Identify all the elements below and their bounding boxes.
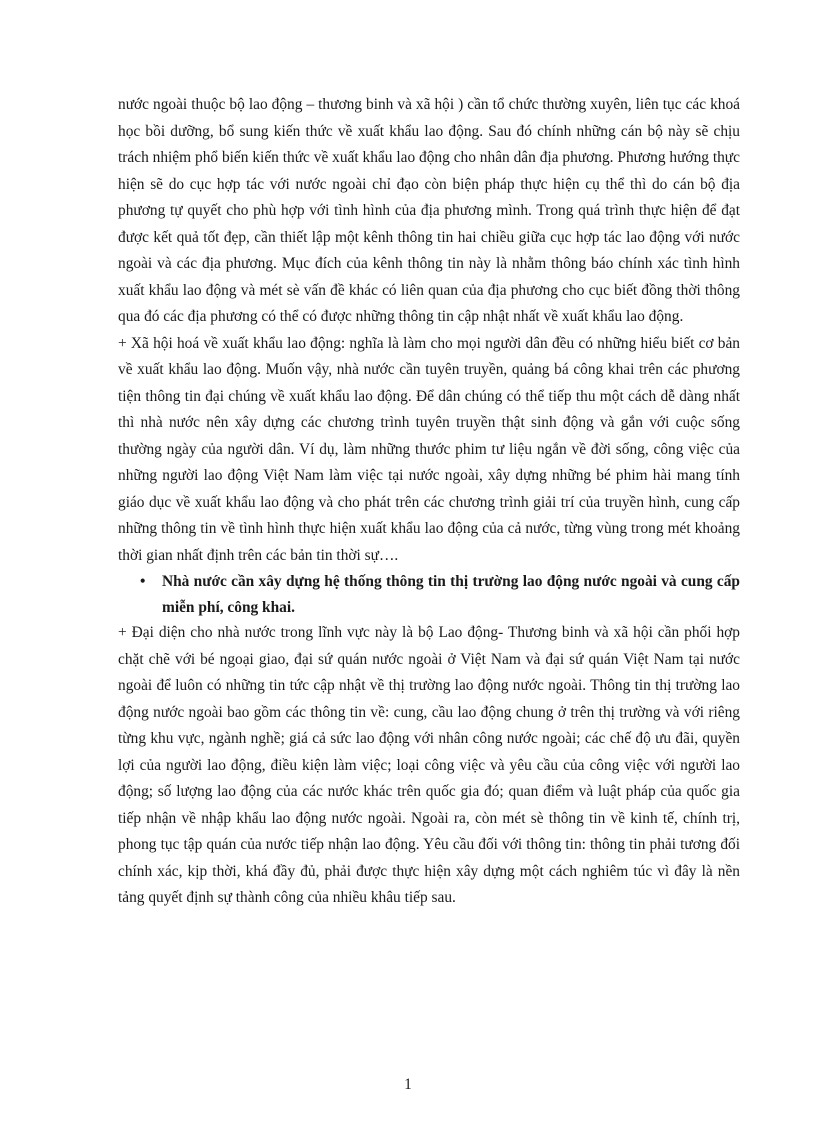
document-body [118,92,740,912]
body-paragraph-3: + Đại diện cho nhà nước trong lĩnh vực này là bộ Lao động- Thương binh và xã hội cần phối hợp chặt chẽ với bé ngoại giao, đại sứ quán nước ngoài ở Việt Nam và đại sứ quán Việt Nam tại nước ngoài để luôn có những tin tức cập nhật về thị trường lao động nước ngoài. Thông tin thị trường lao động nước ngoài bao gồm các thông tin về: cung, cầu lao động chung ở trên thị trường và với riêng từng khu vực, ngành nghề; giá cả sức lao động với nhân công nước ngoài; các chế độ ưu đãi, quyền lợi của người lao động, điều kiện làm việc; loại công việc và yêu cầu của công việc với người lao động; số lượng lao động của các nước khác trên quốc gia đó; quan điểm và luật pháp của quốc gia tiếp nhận về nhập khẩu lao động nước ngoài. Ngoài ra, còn mét sè thông tin về kinh tế, chính trị, phong tục tập quán của nước tiếp nhận lao động. Yêu cầu đối với thông tin: thông tin phải tương đối chính xác, kịp thời, khá đầy đủ, phải được thực hiện xây dựng một cách nghiêm túc vì đây là nền tảng quyết định sự thành công của nhiều khâu tiếp sau. [118,624,740,906]
bullet-marker: • [140,573,146,590]
bullet-heading [118,569,740,620]
body-paragraph-1: nước ngoài thuộc bộ lao động – thương binh và xã hội ) cần tổ chức thường xuyên, liên tục các khoá học bồi dưỡng, bổ sung kiến thức về xuất khẩu lao động. Sau đó chính những cán bộ này sẽ chịu trách nhiệm phổ biến kiến thức về xuất khẩu lao động cho nhân dân địa phương. Phương hướng thực hiện sẽ do cục hợp tác với nước ngoài chỉ đạo còn biện pháp thực hiện cụ thể thì do cán bộ địa phương tự quyết cho phù hợp với tình hình của địa phương mình. Trong quá trình thực hiện để đạt được kết quả tốt đẹp, cần thiết lập một kênh thông tin hai chiều giữa cục hợp tác lao động với nước ngoài và các địa phương. Mục đích của kênh thông tin này là nhằm thông báo chính xác tình hình xuất khẩu lao động và mét sè vấn đề khác có liên quan của địa phương cho cục biết đồng thời thông qua đó các địa phương có thể có được những thông tin cập nhật nhất về xuất khẩu lao động. [118,96,740,325]
page-number: 1 [404,1076,412,1093]
bullet-heading-text: Nhà nước cần xây dựng hệ thống thông tin thị trường lao động nước ngoài và cung cấp miễn phí, công khai. [162,573,740,616]
body-paragraph-2: + Xã hội hoá về xuất khẩu lao động: nghĩa là làm cho mọi người dân đều có những hiểu biết cơ bản về xuất khẩu lao động. Muốn vậy, nhà nước cần tuyên truyền, quảng bá công khai trên các phương tiện thông tin đại chúng về xuất khẩu lao động. Để dân chúng có thể tiếp thu một cách dễ dàng nhất thì nhà nước nên xây dựng các chương trình tuyên truyền thật sinh động và gắn với cuộc sống thường ngày của người dân. Ví dụ, làm những thước phim tư liệu ngắn về đời sống, công việc của những người lao động Việt Nam làm việc tại nước ngoài, xây dựng những bé phim hài mang tính giáo dục về xuất khẩu lao động và cho phát trên các chương trình giải trí của truyền hình, cung cấp những thông tin về tình hình thực hiện xuất khẩu lao động của cả nước, từng vùng trong mét khoảng thời gian nhất định trên các bản tin thời sự…. [118,334,740,564]
